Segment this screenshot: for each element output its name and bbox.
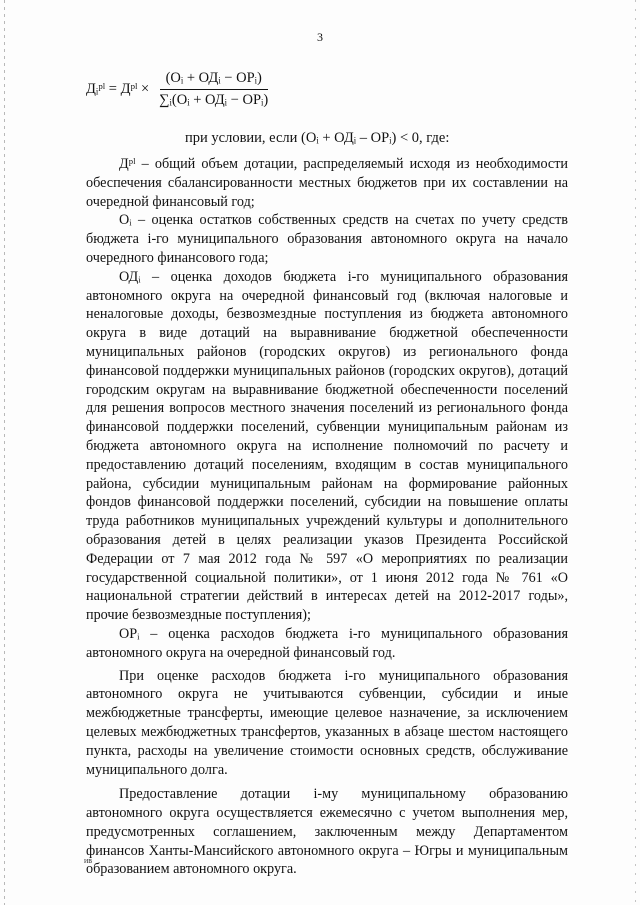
paragraph-subsidy-provision: Предоставление дотации і-му муниципальному образованию автономного округа осуществляется ежемесячно с учетом выполнения мер, предусмотренных соглашением, заключенным между Департаментом финансов Ханты-Мансийского автономного округа – Югры и муниципальным образованием автономного округа. — [86, 786, 568, 878]
paragraph-or-i: ОРᵢ – оценка расходов бюджета і-го муниципального образования автономного округа на очередной финансовый год. — [86, 625, 568, 661]
page-number: 3 — [317, 30, 323, 44]
formula — [86, 70, 274, 109]
body-text — [86, 155, 568, 883]
formula-condition: при условии, если (Оᵢ + ОДᵢ – ОРᵢ) < 0, где: — [185, 130, 450, 146]
formula-lhs: Дᵢᵖˡ = Дᵖˡ × — [86, 81, 150, 97]
paragraph-od-i: ОДᵢ – оценка доходов бюджета і-го муниципального образования автономного округа на очередной финансовый год (включая налоговые и неналоговые доходы, безвозмездные поступления из бюджета автономного округа в виде дотаций на выравнивание бюджетной обеспеченности муниципальных районов (городских округов) из регионального фонда финансовой поддержки муниципальных районов (городских округов), дотаций городским округам на выравнивание бюджетной обеспеченности поселений для решения вопросов местного значения поселений из регионального фонда финансовой поддержки поселений, субвенции муниципальным районам из бюджета автономного округа на исполнение полномочий по расчету и предоставлению дотаций поселениям, входящим в состав муниципального района, субсидии муниципальным районам на формирование районных фондов финансовой поддержки поселений, субсидии на повышение оплаты труда работников муниципальных учреждений культуры и дополнительного образования детей в целях реализации указов Президента Российской Федерации от 7 мая 2012 года № 597 «О мероприятиях по реализации государственной социальной политики», от 1 июня 2012 года № 761 «О национальной стратегии действий в интересах детей на 2012-2017 годы», прочие безвозмездные поступления); — [86, 268, 568, 624]
scan-edge-right — [635, 0, 636, 905]
paragraph-d-pl: Дᵖˡ – общий объем дотации, распределяемый исходя из необходимости обеспечения сбалансированности местных бюджетов при их составлении на очередной финансовый год; — [86, 156, 568, 210]
paragraph-o-i: Оᵢ – оценка остатков собственных средств на счетах по учету средств бюджета і-го муниципального образования автономного округа на начало очередного финансового года; — [86, 212, 568, 266]
formula-denominator: ∑ᵢ(Оᵢ + ОДᵢ − ОРᵢ) — [159, 92, 269, 108]
formula-fraction — [153, 70, 274, 109]
footer-mark: ив — [84, 856, 93, 865]
paragraph-expense-estimate: При оценке расходов бюджета і-го муниципального образования автономного округа не учитываются субвенции, субсидии и иные межбюджетные трансферты, имеющие целевое назначение, за исключением целевых межбюджетных трансфертов, указанных в абзаце шестом настоящего пункта, расходы на увеличение стоимости основных средств, обслуживание муниципального долга. — [86, 667, 568, 778]
scan-edge-left — [4, 0, 5, 905]
formula-numerator: (Оᵢ + ОДᵢ − ОРᵢ) — [160, 70, 268, 90]
